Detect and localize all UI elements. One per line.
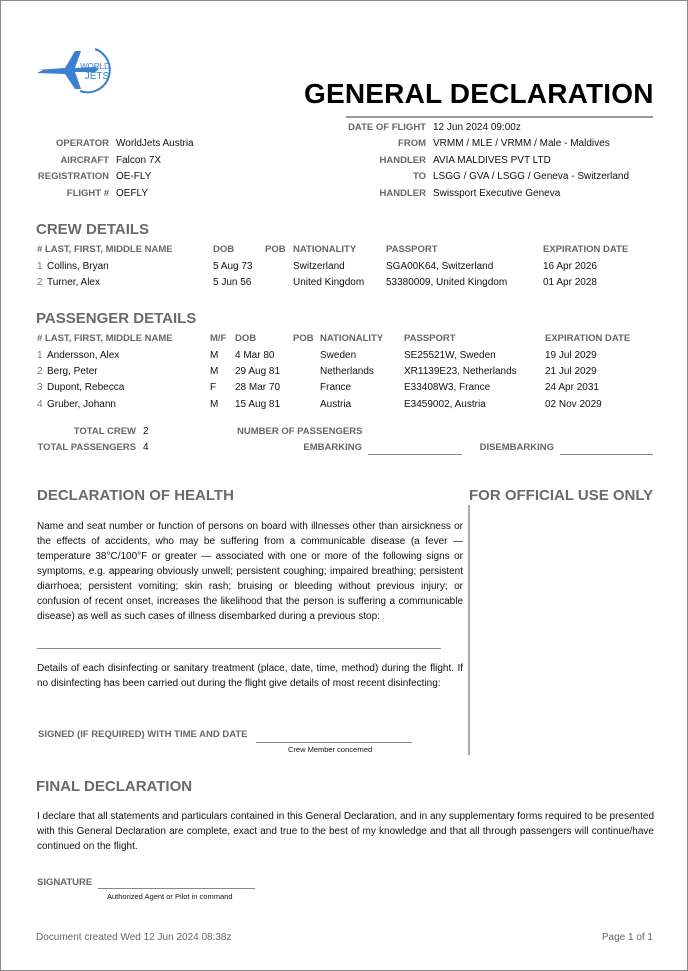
pax-row-dob: 15 Aug 81 bbox=[235, 399, 281, 410]
crew-row-nationality: Switzerland bbox=[293, 261, 345, 272]
signature-label: SIGNATURE bbox=[37, 877, 93, 888]
number-of-passengers-label: NUMBER OF PASSENGERS bbox=[237, 426, 363, 437]
pax-row-name: Andersson, Alex bbox=[47, 350, 120, 361]
registration-label: REGISTRATION bbox=[37, 171, 109, 182]
pax-header-name: # LAST, FIRST, MIDDLE NAME bbox=[37, 333, 173, 344]
pax-row-dob: 29 Aug 81 bbox=[235, 366, 281, 377]
page-number-footer: Page 1 of 1 bbox=[601, 932, 653, 943]
passenger-details-heading: PASSENGER DETAILS bbox=[36, 310, 197, 327]
to-handler-label: HANDLER bbox=[379, 188, 426, 199]
logo-text-world: WORLD bbox=[80, 62, 110, 71]
total-crew-label: TOTAL CREW bbox=[73, 426, 136, 437]
pax-header-passport: PASSPORT bbox=[404, 333, 456, 344]
pax-row-name: Berg, Peter bbox=[47, 366, 98, 377]
total-crew-value: 2 bbox=[143, 426, 149, 437]
pax-header-mf: M/F bbox=[210, 333, 227, 344]
crew-header-nationality: NATIONALITY bbox=[293, 244, 357, 255]
pax-header-expiration: EXPIRATION DATE bbox=[545, 333, 631, 344]
pax-row-number: 4 bbox=[37, 399, 43, 410]
pax-row-passport: E3459002, Austria bbox=[404, 399, 486, 410]
pax-header-pob: POB bbox=[293, 333, 314, 344]
crew-row-name: Turner, Alex bbox=[47, 277, 100, 288]
crew-row-passport: SGA00K64, Switzerland bbox=[386, 261, 494, 272]
total-passengers-value: 4 bbox=[143, 442, 149, 453]
final-declaration-text: I declare that all statements and particulars contained in this General Declaration, and in any supplementary forms required to be presented with this General Declaration are complete, exact and true to the best of my knowledge and that all through passengers will continue/have continued on the flight. bbox=[37, 811, 655, 852]
authorized-agent-caption: Authorized Agent or Pilot in command bbox=[107, 892, 233, 901]
crew-row-dob: 5 Jun 56 bbox=[213, 277, 252, 288]
logo-text-jets: JETS bbox=[84, 71, 110, 82]
crew-header-expiration: EXPIRATION DATE bbox=[543, 244, 629, 255]
disembarking-label: DISEMBARKING bbox=[479, 442, 554, 453]
crew-row-nationality: United Kingdom bbox=[293, 277, 365, 288]
aircraft-label: AIRCRAFT bbox=[60, 155, 109, 166]
pax-row-passport: E33408W3, France bbox=[404, 382, 491, 393]
pax-row-nationality: Netherlands bbox=[320, 366, 374, 377]
declaration-of-health-heading: DECLARATION OF HEALTH bbox=[37, 487, 234, 504]
page-title: GENERAL DECLARATION bbox=[304, 78, 654, 109]
crew-row-dob: 5 Aug 73 bbox=[213, 261, 253, 272]
crew-header-dob: DOB bbox=[213, 244, 235, 255]
registration-value: OE-FLY bbox=[116, 171, 152, 182]
flight-number-label: FLIGHT # bbox=[66, 188, 109, 199]
pax-row-nationality: Austria bbox=[320, 399, 352, 410]
health-disinfecting-paragraph: Details of each disinfecting or sanitary treatment (place, date, time, method) during the flight. If no disinfecting has been carried out during the flight give details of most recent disinfecting: bbox=[37, 663, 463, 689]
crew-header-passport: PASSPORT bbox=[386, 244, 438, 255]
crew-signature-line bbox=[256, 742, 412, 743]
health-illness-paragraph: Name and seat number or function of persons on board with illnesses other than airsickness or the effects of accidents, who may be suffering from a communicable disease (a fever — temperature 38°C/100°F or greater — associated with one or more of the following signs or symptoms, e.g. appearing obviously unwell; persistent coughing; impaired breathing; persistent diarrhoea; persistent vomiting; skin rash; bruising or bleeding without previous injury; or confusion of recent onset, increases the likelihood that the person is suffering a communicable disease) as well as such cases of illness disembarked during a previous stop: bbox=[37, 521, 463, 622]
pax-row-dob: 28 Mar 70 bbox=[235, 382, 281, 393]
crew-details-heading: CREW DETAILS bbox=[36, 221, 150, 238]
airplane-logo-icon bbox=[35, 43, 119, 99]
total-passengers-label: TOTAL PASSENGERS bbox=[37, 442, 136, 453]
from-label: FROM bbox=[398, 138, 426, 149]
pax-header-dob: DOB bbox=[235, 333, 257, 344]
pax-row-mf: M bbox=[210, 366, 219, 377]
pax-row-mf: M bbox=[210, 350, 219, 361]
embarking-label: EMBARKING bbox=[303, 442, 362, 453]
to-label: TO bbox=[412, 171, 426, 182]
official-use-divider bbox=[468, 505, 470, 755]
pax-row-dob: 4 Mar 80 bbox=[235, 350, 275, 361]
pax-row-name: Gruber, Johann bbox=[47, 399, 116, 410]
crew-row-name: Collins, Bryan bbox=[47, 261, 109, 272]
title-underline bbox=[346, 116, 653, 118]
crew-row-passport: 53380009, United Kingdom bbox=[386, 277, 508, 288]
to-value: LSGG / GVA / LSGG / Geneva - Switzerland bbox=[433, 171, 630, 182]
pax-row-number: 1 bbox=[37, 350, 43, 361]
pax-row-passport: SE25521W, Sweden bbox=[404, 350, 496, 361]
crew-header-name: # LAST, FIRST, MIDDLE NAME bbox=[37, 244, 173, 255]
pax-row-expiration: 24 Apr 2031 bbox=[545, 382, 599, 393]
operator-label: OPERATOR bbox=[56, 138, 109, 149]
from-value: VRMM / MLE / VRMM / Male - Maldives bbox=[433, 138, 610, 149]
operator-value: WorldJets Austria bbox=[116, 138, 194, 149]
aircraft-value: Falcon 7X bbox=[116, 155, 162, 166]
crew-row-number: 2 bbox=[37, 277, 43, 288]
crew-row-expiration: 16 Apr 2026 bbox=[543, 261, 597, 272]
date-of-flight-label: DATE OF FLIGHT bbox=[348, 122, 426, 133]
pax-row-expiration: 02 Nov 2029 bbox=[545, 399, 602, 410]
crew-row-number: 1 bbox=[37, 261, 43, 272]
worldjets-logo bbox=[35, 43, 119, 99]
embarking-field-line bbox=[368, 454, 462, 455]
flight-number-value: OEFLY bbox=[116, 188, 149, 199]
pax-row-expiration: 21 Jul 2029 bbox=[545, 366, 597, 377]
pax-row-nationality: France bbox=[320, 382, 352, 393]
signed-if-required-label: SIGNED (IF REQUIRED) WITH TIME AND DATE bbox=[38, 729, 248, 740]
final-declaration-heading: FINAL DECLARATION bbox=[36, 778, 193, 795]
crew-member-concerned-caption: Crew Member concerned bbox=[288, 745, 373, 754]
pax-row-number: 3 bbox=[37, 382, 43, 393]
crew-header-pob: POB bbox=[265, 244, 286, 255]
signature-line bbox=[98, 888, 255, 889]
document-created-footer: Document created Wed 12 Jun 2024 08:38z bbox=[36, 932, 232, 943]
to-handler-value: Swissport Executive Geneva bbox=[433, 188, 561, 199]
pax-row-nationality: Sweden bbox=[320, 350, 357, 361]
from-handler-label: HANDLER bbox=[379, 155, 426, 166]
pax-row-expiration: 19 Jul 2029 bbox=[545, 350, 597, 361]
pax-header-nationality: NATIONALITY bbox=[320, 333, 384, 344]
from-handler-value: AVIA MALDIVES PVT LTD bbox=[433, 155, 551, 166]
pax-row-number: 2 bbox=[37, 366, 43, 377]
pax-row-name: Dupont, Rebecca bbox=[47, 382, 125, 393]
pax-row-passport: XR1139E23, Netherlands bbox=[404, 366, 517, 377]
pax-row-mf: F bbox=[210, 382, 217, 393]
disembarking-field-line bbox=[560, 454, 653, 455]
illness-details-line bbox=[37, 648, 441, 649]
date-of-flight-value: 12 Jun 2024 09:00z bbox=[433, 122, 521, 133]
crew-row-expiration: 01 Apr 2028 bbox=[543, 277, 597, 288]
pax-row-mf: M bbox=[210, 399, 219, 410]
official-use-heading: FOR OFFICIAL USE ONLY bbox=[469, 487, 654, 504]
